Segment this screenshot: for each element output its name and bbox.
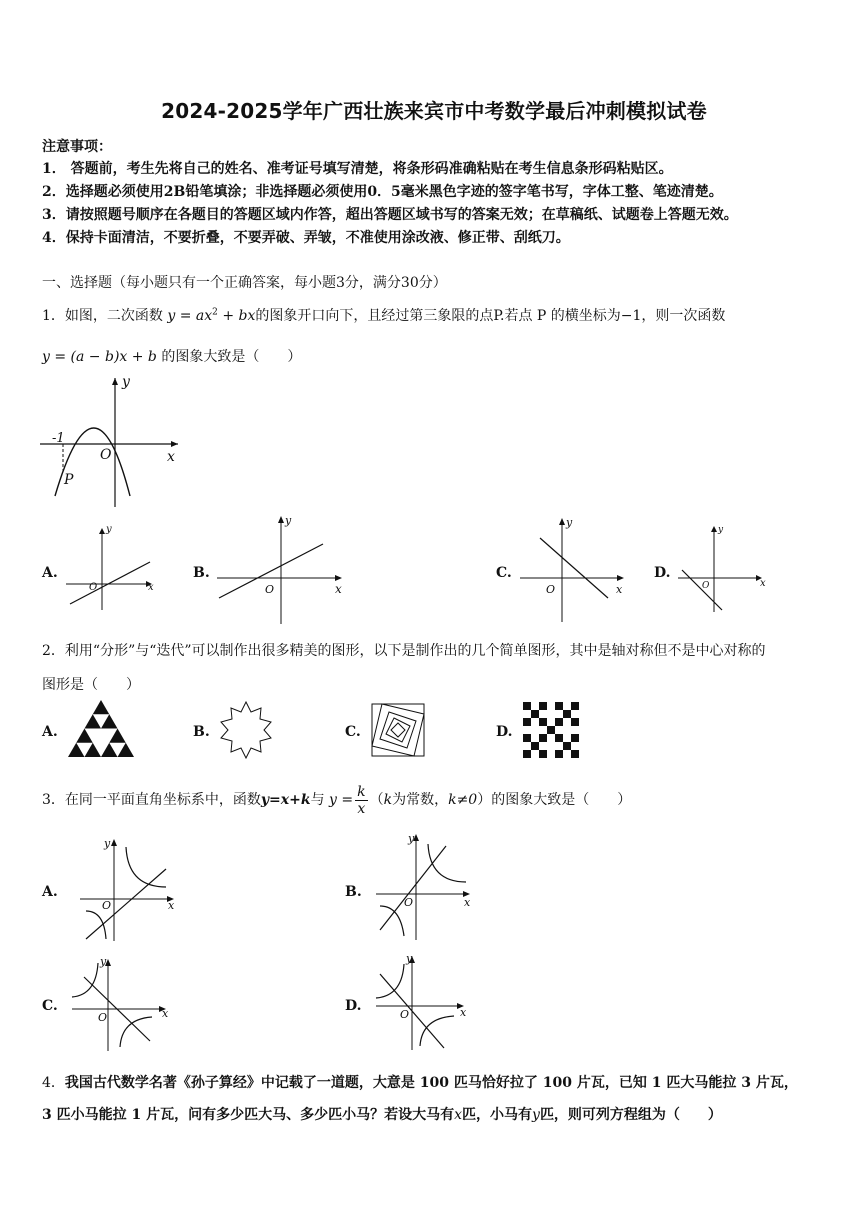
q3-option-d-graph (372, 952, 472, 1052)
option-d-label[interactable]: D. (345, 998, 362, 1014)
notice-heading: 注意事项： (42, 139, 112, 155)
point-p-label: P (64, 472, 74, 488)
svg-text:y: y (100, 955, 107, 968)
q3-option-c-graph (68, 955, 176, 1055)
svg-text:x: x (760, 578, 766, 589)
question-number: 3． (42, 792, 65, 808)
svg-text:y: y (285, 514, 292, 527)
svg-text:O: O (102, 899, 112, 912)
q2-option-d-checker-fractal (523, 702, 579, 758)
q1-option-b-graph (215, 512, 350, 627)
svg-text:x: x (616, 583, 623, 596)
svg-text:x: x (460, 1006, 467, 1019)
origin-label: O (100, 447, 112, 463)
option-d-label[interactable]: D. (654, 565, 671, 581)
q1-option-d-graph (676, 522, 768, 614)
q1-option-a-graph (64, 522, 164, 614)
page-title: 2024-2025学年广西壮族来宾市中考数学最后冲刺模拟试卷 (161, 99, 707, 123)
option-b-label[interactable]: B. (193, 565, 210, 581)
notice-item: 3．请按照题号顺序在各题目的答题区域内作答，超出答题区域书写的答案无效；在草稿纸、试题卷上答题无效。 (42, 207, 738, 223)
option-c-label[interactable]: C. (496, 565, 512, 581)
question-number: 1． (42, 308, 65, 324)
svg-text:O: O (702, 581, 710, 591)
svg-text:y: y (718, 525, 724, 535)
svg-text:O: O (98, 1011, 108, 1024)
q3-option-b-graph (372, 830, 480, 945)
svg-text:y: y (406, 952, 413, 965)
option-a-label[interactable]: A. (42, 565, 58, 581)
y-axis-label: y (122, 374, 130, 390)
option-b-label[interactable]: B. (345, 884, 362, 900)
question-3-line-1: 3．在同一平面直角坐标系中，函数y=x+k与 y = $\frac{k}{x}$ （k为常数，k≠0）的图象大致是（ ） (42, 783, 632, 817)
svg-text:O: O (404, 896, 414, 909)
svg-text:O: O (546, 583, 556, 596)
q1-parabola-figure (38, 372, 188, 512)
svg-text:x: x (148, 582, 154, 593)
question-1-line-2: y = (a − b)x + b 的图象大致是（ ） (42, 349, 302, 365)
svg-text:O: O (89, 582, 98, 593)
svg-text:y: y (104, 837, 111, 850)
section-heading: 一、选择题（每小题只有一个正确答案，每小题3分，满分30分） (42, 275, 447, 291)
notice-item: 4．保持卡面清洁，不要折叠，不要弄破、弄皱，不准使用涂改液、修正带、刮纸刀。 (42, 230, 570, 246)
question-2-line-2: 图形是（ ） (42, 677, 140, 693)
notice-item: 2．选择题必须使用2B铅笔填涂；非选择题必须使用0．5毫米黑色字迹的签字笔书写，字体工整、笔迹清楚。 (42, 184, 723, 200)
option-d-label[interactable]: D. (496, 724, 513, 740)
question-4-line-1: 4．我国古代数学名著《孙子算经》中记载了一道题，大意是 100 匹马恰好拉了 100 片瓦，已知 1 匹大马能拉 3 片瓦， (42, 1075, 798, 1091)
svg-text:x: x (335, 582, 342, 596)
option-a-label[interactable]: A. (42, 884, 58, 900)
option-b-label[interactable]: B. (193, 724, 210, 740)
q2-option-b-koch-snowflake (218, 700, 274, 760)
option-a-label[interactable]: A. (42, 724, 58, 740)
neg-one-label: -1 (52, 431, 65, 446)
question-4-line-2: 3 匹小马能拉 1 片瓦，问有多少匹大马、多少匹小马？若设大马有x匹，小马有y匹，则可列方程组为（ ） (42, 1107, 722, 1123)
svg-text:x: x (464, 896, 471, 909)
svg-text:y: y (408, 832, 415, 845)
question-2-line-1: 2．利用“分形”与“迭代”可以制作出很多精美的图形，以下是制作出的几个简单图形，其中是轴对称但不是中心对称的 (42, 643, 766, 659)
svg-text:x: x (168, 899, 175, 912)
question-number: 4． (42, 1075, 65, 1091)
q1-option-c-graph (518, 514, 633, 626)
notice-item: 1． 答题前，考生先将自己的姓名、准考证号填写清楚，将条形码准确粘贴在考生信息条形码粘贴区。 (42, 161, 673, 177)
option-c-label[interactable]: C. (42, 998, 58, 1014)
svg-text:y: y (106, 524, 112, 535)
svg-text:O: O (265, 583, 275, 596)
svg-text:O: O (400, 1008, 410, 1021)
svg-text:x: x (162, 1007, 169, 1020)
svg-text:y: y (566, 516, 573, 529)
x-axis-label: x (167, 449, 175, 465)
option-c-label[interactable]: C. (345, 724, 361, 740)
q2-option-c-nested-squares (370, 702, 426, 758)
question-1-line-1: 1．如图，二次函数 $y = ax^2$ + bx的图象开口向下，且经过第三象限的点P.若点 P 的横坐标为−1，则一次函数 (42, 307, 726, 324)
fraction-k-over-x: $\frac{k}{x}$ (357, 783, 366, 817)
q2-option-a-sierpinski-triangle (68, 700, 134, 758)
q3-option-a-graph (70, 835, 182, 945)
question-number: 2． (42, 643, 65, 659)
